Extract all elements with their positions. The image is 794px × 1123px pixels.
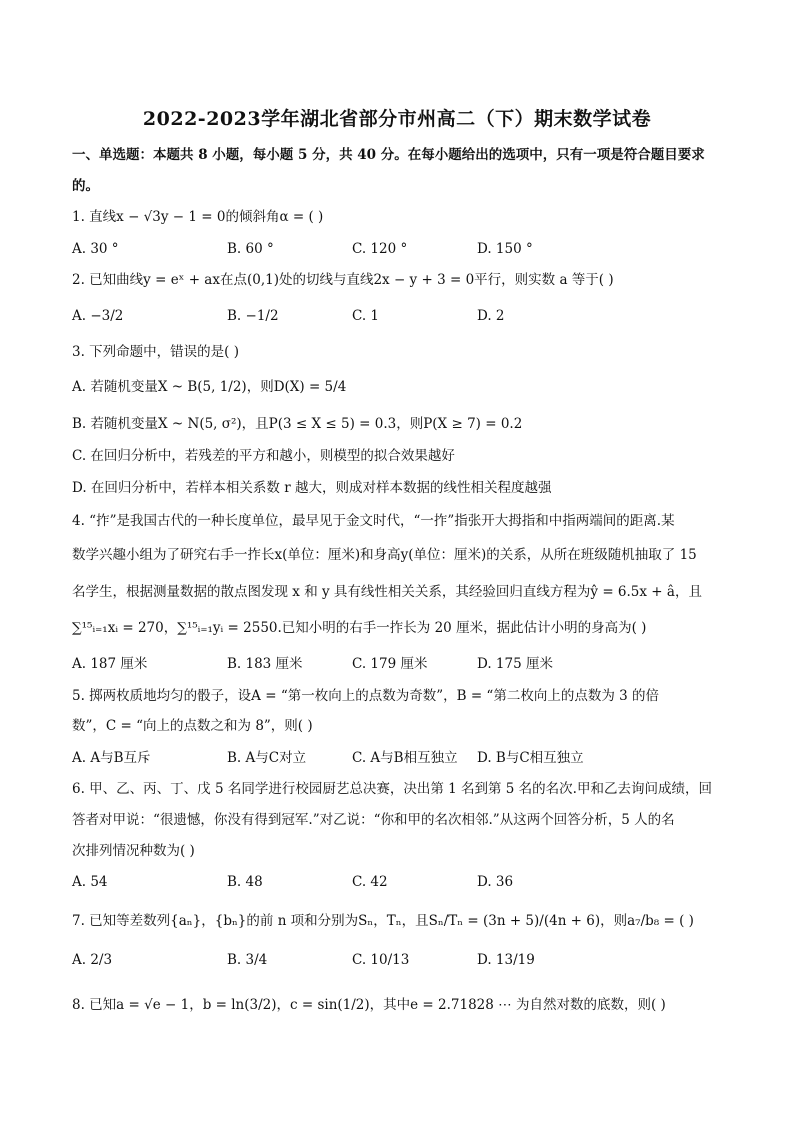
question-1-stem: 1. 直线x − √3y − 1 = 0的倾斜角α = ( ) <box>72 209 324 225</box>
question-6-line-1: 6. 甲、乙、丙、丁、戊 5 名同学进行校园厨艺总决赛，决出第 1 名到第 5 名的名次.甲和乙去询问成绩，回 <box>72 781 712 797</box>
option-a: A. 2/3 <box>72 952 113 968</box>
option-d: D. 13/19 <box>477 952 535 968</box>
question-6-options <box>72 872 732 894</box>
question-4-line-3: 名学生，根据测量数据的散点图发现 x 和 y 具有线性相关关系，其经验回归直线方程为ŷ = 6.5x + â，且 <box>72 584 702 600</box>
question-3-option-a: A. 若随机变量X ~ B(5, 1/2)，则D(X) = 5/4 <box>72 379 347 395</box>
question-3-option-d: D. 在回归分析中，若样本相关系数 r 越大，则成对样本数据的线性相关程度越强 <box>72 480 552 496</box>
question-4-line-2: 数学兴趣小组为了研究右手一拃长x(单位：厘米)和身高y(单位：厘米)的关系，从所在班级随机抽取了 15 <box>72 547 697 563</box>
option-b: B. −1/2 <box>227 308 279 324</box>
option-d: D. 175 厘米 <box>477 656 553 672</box>
question-7-options <box>72 950 732 972</box>
option-c: C. A与B相互独立 <box>352 750 458 766</box>
question-1-options <box>72 239 732 261</box>
option-a: A. 187 厘米 <box>72 656 148 672</box>
option-c: C. 1 <box>352 308 380 324</box>
question-7-stem: 7. 已知等差数列{aₙ}，{bₙ}的前 n 项和分别为Sₙ，Tₙ，且Sₙ/Tₙ = (3n + 5)/(4n + 6)，则a₇/b₈ = ( ) <box>72 913 694 929</box>
section-heading: 一、单选题：本题共 8 小题，每小题 5 分，共 40 分。在每小题给出的选项中，只有一项是符合题目要求 <box>72 147 705 163</box>
option-c: C. 42 <box>352 874 388 890</box>
question-6-line-3: 次排列情况种数为( ) <box>72 843 195 859</box>
option-c: C. 120 ° <box>352 241 408 257</box>
option-a: A. A与B互斥 <box>72 750 151 766</box>
question-8-stem: 8. 已知a = √e − 1，b = ln(3/2)，c = sin(1/2)，其中e = 2.71828 ⋯ 为自然对数的底数，则( ) <box>72 997 666 1013</box>
option-d: D. 150 ° <box>477 241 533 257</box>
option-a: A. −3/2 <box>72 308 124 324</box>
option-d: D. 36 <box>477 874 514 890</box>
option-b: B. A与C对立 <box>227 750 307 766</box>
option-b: B. 3/4 <box>227 952 268 968</box>
question-3-option-b: B. 若随机变量X ~ N(5, σ²)，且P(3 ≤ X ≤ 5) = 0.3，则P(X ≥ 7) = 0.2 <box>72 416 523 432</box>
question-2-options <box>72 306 732 328</box>
question-6-line-2: 答者对甲说：“很遗憾，你没有得到冠军.”对乙说：“你和甲的名次相邻.”从这两个回答分析，5 人的名 <box>72 812 675 828</box>
question-2-stem: 2. 已知曲线y = eˣ + ax在点(0,1)处的切线与直线2x − y + 3 = 0平行，则实数 a 等于( ) <box>72 272 614 288</box>
section-heading-cont: 的。 <box>72 178 99 194</box>
option-a: A. 30 ° <box>72 241 119 257</box>
option-c: C. 179 厘米 <box>352 656 428 672</box>
question-5-line-2: 数”，C = “向上的点数之和为 8”，则( ) <box>72 718 313 734</box>
question-4-line-1: 4. “拃”是我国古代的一种长度单位，最早见于金文时代，“一拃”指张开大拇指和中指两端间的距离.某 <box>72 513 675 529</box>
option-b: B. 183 厘米 <box>227 656 303 672</box>
question-3-option-c: C. 在回归分析中，若残差的平方和越小，则模型的拟合效果越好 <box>72 448 455 464</box>
exam-title: 2022-2023学年湖北省部分市州高二（下）期末数学试卷 <box>142 108 652 130</box>
option-c: C. 10/13 <box>352 952 410 968</box>
option-a: A. 54 <box>72 874 108 890</box>
question-5-line-1: 5. 掷两枚质地均匀的骰子，设A = “第一枚向上的点数为奇数”，B = “第二枚向上的点数为 3 的倍 <box>72 688 660 704</box>
option-d: D. B与C相互独立 <box>477 750 584 766</box>
option-d: D. 2 <box>477 308 505 324</box>
question-3-stem: 3. 下列命题中，错误的是( ) <box>72 344 239 360</box>
option-b: B. 60 ° <box>227 241 274 257</box>
question-4-options <box>72 654 732 676</box>
question-4-line-4: ∑¹⁵ᵢ₌₁xᵢ = 270，∑¹⁵ᵢ₌₁yᵢ = 2550.已知小明的右手一拃长为 20 厘米，据此估计小明的身高为( ) <box>72 620 647 636</box>
question-5-options <box>72 748 732 770</box>
option-b: B. 48 <box>227 874 263 890</box>
